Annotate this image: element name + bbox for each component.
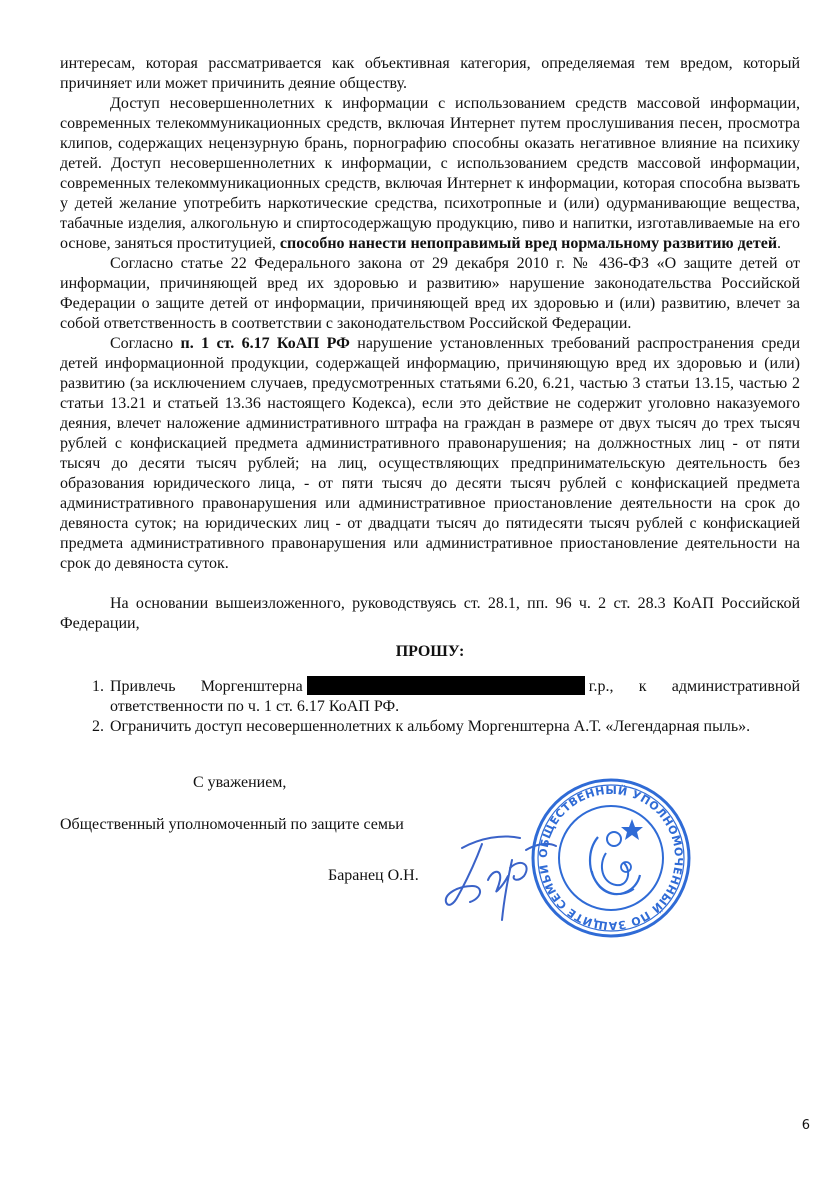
stamp-ring-text: ОБЩЕСТВЕННЫЙ УПОЛНОМОЧЕННЫЙ ПО ЗАЩИТЕ СЕМЬИ (536, 783, 686, 933)
request-text: г.р., к административной ответственности по ч. 1 ст. 6.17 КоАП РФ. (110, 678, 801, 715)
signatory-title: Общественный уполномоченный по защите семьи (60, 816, 404, 833)
paragraph-text: нарушение установленных требований распространения среди детей информационной продукции, содержащей информацию, причиняющую вред их здоровью и (или) развитию (за исключением случаев, предусмотренных статьями 6.20, 6.21, частью 3 статьи 13.15, частью 2 статьи 13.21 и статьей 13.36 настоящего Кодекса), если это действие не содержит уголовно наказуемого деяния, влечет наложение административного штрафа на граждан в размере от двух тысяч до трех тысяч рублей с конфискацией предмета административного правонарушения; на должностных лиц - от пяти тысяч до десяти тысяч рублей; на лиц, осуществляющих предпринимательскую деятельность без образования юридического лица, - от пяти тысяч до десяти тысяч рублей с конфискацией предмета административного правонарушения или административное приостановление деятельности на срок до девяноста суток; на юридических лиц - от двадцати тысяч до пятидесяти тысяч рублей с конфискацией предмета административного правонарушения или административное приостановление деятельности на срок до девяноста суток. (60, 335, 801, 572)
request-list (60, 676, 800, 737)
request-item (108, 676, 800, 717)
paragraph-minors-access (60, 94, 800, 254)
document-body (60, 54, 800, 737)
page-number: 6 (801, 1118, 810, 1133)
punctuation: . (777, 235, 782, 252)
redaction-bar (307, 676, 585, 695)
paragraph-text: Доступ несовершеннолетних к информации с использованием средств массовой информации, современных телекоммуникационных средств, включая Интернет путем прослушивания песен, просмотра клипов, содержащих нецензурную брань, порнографию способны оказать негативное влияние на психику детей. Доступ несовершеннолетних к информации, с использованием средств массовой информации, современных телекоммуникационных средств, включая Интернет к информации, которая способна вызвать у детей желание употребить наркотические средства, психотропные и (или) одурманивающие вещества, табачные изделия, алкогольную и спиртосодержащую продукцию, пиво и напитки, изготавливаемые на его основе, заняться проституцией, (60, 95, 800, 252)
request-text: Привлечь Моргенштерна (110, 678, 303, 695)
closing-salutation: С уважением, (193, 774, 287, 791)
request-item (108, 717, 800, 737)
paragraph-lead: Согласно (110, 335, 174, 352)
paragraph-continuation: интересам, которая рассматривается как объективная категория, определяемая тем вредом, который причиняет или может причинить деяние обществу. (60, 55, 800, 92)
paragraph-federal-law: Согласно статье 22 Федерального закона от 29 декабря 2010 г. № 436-ФЗ «О защите детей от информации, причиняющей вред их здоровью и развитию» нарушение законодательства Российской Федерации о защите детей от информации, причиняющей вред их здоровью и (или) развитию, влечет за собой ответственность в соответствии с законодательством Российской Федерации. (60, 255, 800, 332)
emphasis-harm: способно нанести непоправимый вред нормальному развитию детей (279, 235, 778, 252)
signatory-name: Баранец О.Н. (328, 867, 419, 884)
spacer (60, 574, 800, 594)
paragraph-basis: На основании вышеизложенного, руководствуясь ст. 28.1, пп. 96 ч. 2 ст. 28.3 КоАП Российской Федерации, (60, 595, 800, 632)
paragraph-koap (60, 334, 800, 574)
request-text: Ограничить доступ несовершеннолетних к альбому Моргенштерна А.Т. «Легендарная пыль». (110, 718, 751, 735)
request-heading: ПРОШУ: (395, 643, 465, 660)
emphasis-article: п. 1 ст. 6.17 КоАП РФ (180, 335, 350, 352)
official-stamp (528, 775, 694, 941)
